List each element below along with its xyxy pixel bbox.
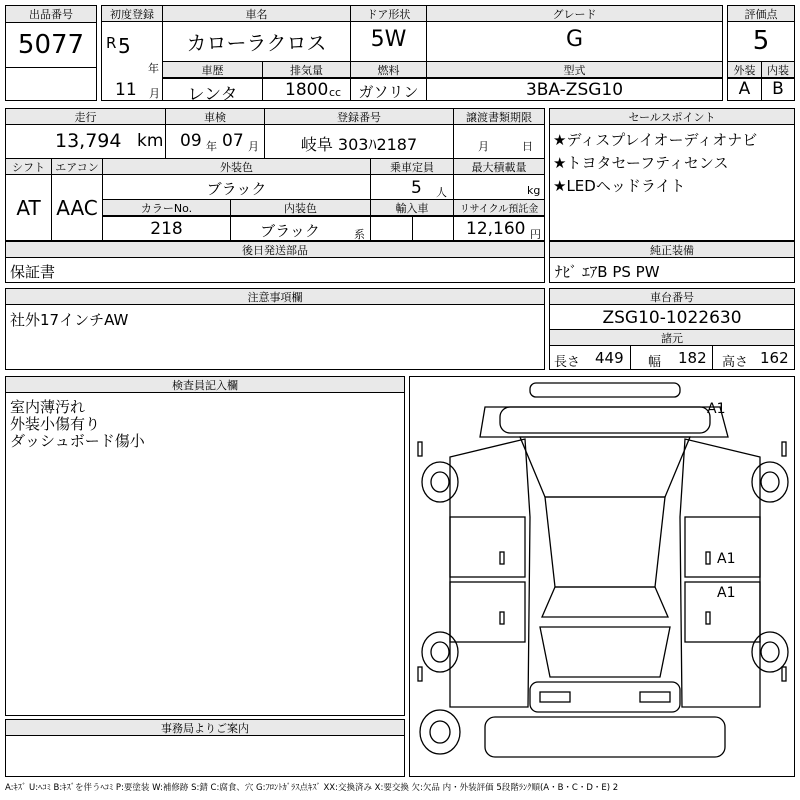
disp-unit: cc	[329, 86, 342, 99]
damage-mark: A1	[717, 551, 736, 567]
dims-label: 諸元	[550, 330, 794, 346]
intcolor-unit: 系	[354, 228, 365, 241]
car-model: カローラクロス	[186, 31, 327, 55]
insp-month-unit: 月	[248, 140, 259, 153]
type-label: 型式	[427, 62, 722, 78]
ac: AAC	[56, 196, 98, 220]
reg-year: 5	[118, 34, 131, 58]
era: R	[106, 34, 117, 52]
car-diagram	[409, 376, 795, 777]
mileage-label: 走行	[6, 109, 165, 125]
damage-mark: A1	[707, 401, 726, 417]
lot-number: 5077	[17, 30, 85, 60]
score: 5	[752, 26, 770, 56]
chassis-number: ZSG10-1022630	[602, 308, 742, 328]
year-unit: 年	[148, 62, 159, 75]
ext-label: 外装	[728, 62, 761, 78]
inspector-line: 室内薄汚れ	[10, 398, 86, 416]
grade-label: グレード	[427, 6, 722, 22]
color-no: 218	[150, 219, 183, 239]
capacity: 5	[411, 178, 422, 198]
intcolor-label: 内装色	[231, 200, 370, 216]
later-parts-value: 保証書	[10, 263, 56, 281]
history-label: 車歴	[163, 62, 262, 78]
lot-label: 出品番号	[6, 6, 96, 23]
inspector-label: 検査員記入欄	[6, 377, 404, 393]
office-label: 事務局よりご案内	[6, 720, 404, 736]
mileage-unit: km	[137, 131, 164, 151]
month-unit: 月	[149, 87, 160, 100]
inspector-line: 外装小傷有り	[10, 415, 101, 433]
door-label: ドア形状	[351, 6, 426, 22]
ext-color: ブラック	[206, 180, 267, 198]
later-parts-label: 後日発送部品	[6, 242, 544, 258]
capacity-unit: 人	[436, 186, 447, 199]
ext-grade: A	[738, 79, 751, 99]
fuel: ガソリン	[358, 83, 419, 101]
equipment-value: ﾅﾋﾞ ｴｱB PS PW	[555, 263, 660, 281]
color-label: 外装色	[103, 159, 370, 175]
hei-label: 高さ	[722, 355, 749, 370]
car-body-outline	[410, 377, 794, 776]
colorno-label: カラーNo.	[103, 200, 230, 216]
reg-month: 11	[115, 80, 137, 100]
height: 162	[760, 349, 789, 367]
plate-label: 登録番号	[265, 109, 453, 125]
grade: G	[565, 27, 584, 52]
insp-month: 07	[222, 131, 244, 151]
inspection-label: 車検	[166, 109, 264, 125]
equipment-label: 純正装備	[550, 242, 794, 258]
notes-label: 注意事項欄	[6, 289, 544, 305]
int-grade: B	[772, 79, 784, 99]
width: 182	[678, 349, 707, 367]
fuel-label: 燃料	[351, 62, 426, 78]
door-type: 5W	[370, 27, 407, 52]
recycle-unit: 円	[530, 228, 541, 241]
recycle-label: リサイクル預託金	[454, 200, 544, 216]
insp-year: 09	[180, 131, 202, 151]
capacity-label: 乗車定員	[371, 159, 453, 175]
shift: AT	[16, 196, 41, 220]
len-label: 長さ	[554, 355, 581, 370]
score-label: 評価点	[728, 6, 794, 22]
shift-label: シフト	[6, 159, 51, 175]
sales-label: セールスポイント	[550, 109, 794, 125]
transfer-day-unit: 日	[522, 140, 533, 153]
insp-year-unit: 年	[206, 140, 217, 153]
int-color: ブラック	[260, 222, 320, 240]
int-label: 内装	[762, 62, 794, 78]
plate: 岐阜 303ﾊ2187	[300, 135, 418, 154]
chassis-label: 車台番号	[550, 289, 794, 305]
import-label: 輸入車	[371, 200, 453, 216]
history: レンタ	[187, 85, 238, 105]
load-label: 最大積載量	[454, 159, 544, 175]
wid-label: 幅	[648, 355, 662, 370]
sales-item: ★トヨタセーフティセンス	[553, 154, 729, 172]
sales-item: ★ディスプレイオーディオナビ	[553, 131, 758, 149]
damage-mark: A1	[717, 585, 736, 601]
recycle: 12,160	[466, 219, 526, 239]
model-type: 3BA-ZSG10	[525, 80, 624, 100]
ac-label: エアコン	[52, 159, 102, 175]
displacement: 1800	[285, 80, 329, 100]
load-unit: kg	[527, 184, 541, 197]
legend: A:ｷｽﾞ U:ﾍｺﾐ B:ｷｽﾞを伴うﾍｺﾐ P:要塗装 W:補修跡 S:錆 C:腐食、穴 G:ﾌﾛﾝﾄｶﾞﾗｽ点ｷｽﾞ XX:交換済み X:要交換 欠:欠品 内・外装評価 5段階ﾗﾝｸ順(A・B・C・D・E) 2	[5, 783, 619, 793]
notes-value: 社外17インチAW	[10, 311, 129, 329]
inspector-line: ダッシュボード傷小	[10, 432, 145, 450]
transfer-label: 譲渡書類期限	[454, 109, 544, 125]
reg-label: 初度登録	[102, 6, 162, 22]
mileage: 13,794	[55, 130, 122, 152]
length: 449	[595, 349, 624, 367]
lot-box	[5, 5, 97, 101]
disp-label: 排気量	[263, 62, 350, 78]
model-label: 車名	[163, 6, 350, 22]
transfer-month-unit: 月	[478, 140, 489, 153]
sales-item: ★LEDヘッドライト	[553, 177, 686, 195]
